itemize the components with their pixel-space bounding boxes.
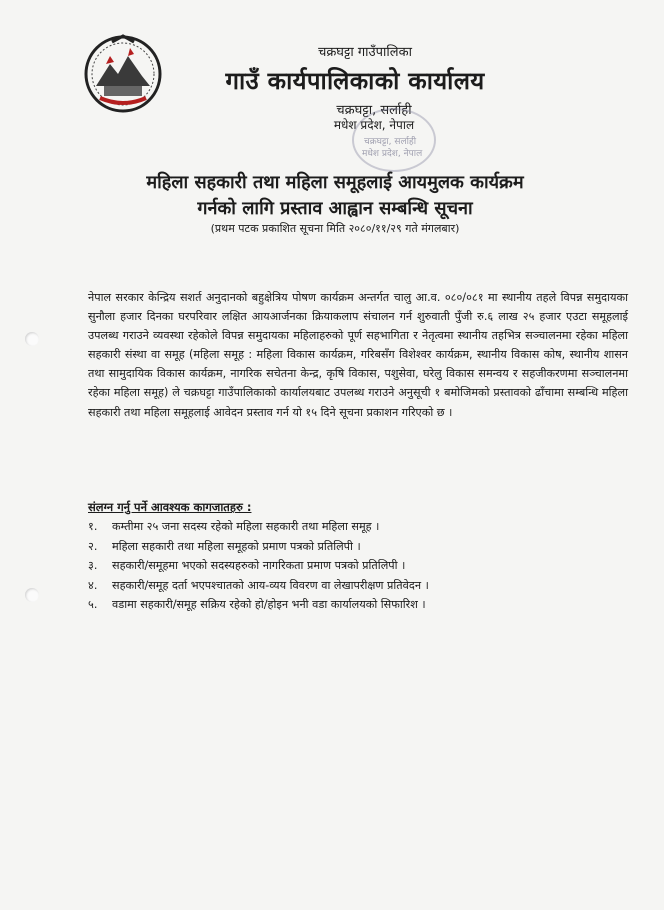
list-item-text: महिला सहकारी तथा महिला समूहको प्रमाण पत्रको प्रतिलिपी । <box>112 539 361 553</box>
list-item <box>88 539 608 559</box>
list-item-number: ५. <box>88 598 98 612</box>
office-stamp <box>352 108 436 172</box>
punch-hole-top <box>25 332 39 346</box>
list-item-text: सहकारी/समूहमा भएको सदस्यहरुको नागरिकता प्रमाण पत्रको प्रतिलिपी । <box>112 559 406 573</box>
notice-title-line1: महिला सहकारी तथा महिला समूहलाई आयमुलक कार्यक्रम <box>146 172 524 193</box>
notice-body-paragraph: नेपाल सरकार केन्द्रिय सशर्त अनुदानको बहुक्षेत्रिय पोषण कार्यक्रम अन्तर्गत चालु आ.व. ०८०/०८१ मा स्थानीय तहले विपन्न समुदायका सुनौला हजार दिनका घरपरिवार लक्षित आयआर्जनका क्रियाकलाप संचालन गर्न शुरुवाती पुँजी रु.६ लाख २५ हजार एउटा समूहलाई उपलब्ध गराउने व्यवस्था रहेकोले विपन्न समुदायका महिलाहरुको पूर्ण सहभागिता र नेतृत्वमा स्थानीय तहभित्र सञ्चालनमा रहेका महिला सहकारी संस्था वा समूह (महिला समूह : महिला विकास कार्यक्रम, गरिबसँग विशेश्वर कार्यक्रम, स्थानीय विकास कोष, स्थानीय शासन तथा सामुदायिक विकास कार्यक्रम, नागरिक सचेतना केन्द्र, कृषि विकास, पशुसेवा, घरेलु विकास समन्वय र सहजीकरणमा सञ्चालनमा रहेका महिला समूह) ले चक्रघट्टा गाउँपालिकाको कार्यालयबाट उपलब्ध गराउने अनुसूची १ बमोजिमको प्रस्तावको ढाँचामा सम्बन्धि महिला सहकारी तथा महिला समूहलाई आवेदन प्रस्ताव गर्न यो १५ दिने सूचना प्रकाशन गरिएको छ । <box>88 291 628 419</box>
stamp-text-line2: मधेश प्रदेश, नेपाल <box>362 149 423 159</box>
list-item-number: ३. <box>88 559 98 573</box>
list-item-number: ४. <box>88 578 98 592</box>
publication-date: (प्रथम पटक प्रकाशित सूचना मिति २०८०/११/२९ गते मंगलबार) <box>210 222 460 235</box>
list-item-number: २. <box>88 539 98 553</box>
list-item <box>88 558 608 578</box>
office-address: चक्रघट्टा, सर्लाही <box>336 103 412 118</box>
office-title: गाउँ कार्यपालिकाको कार्यालय <box>225 67 485 95</box>
stamp-text-line1: चक्रघट्टा, सर्लाही <box>364 137 417 147</box>
list-item-number: १. <box>88 520 98 533</box>
list-item-text: वडामा सहकारी/समूह सक्रिय रहेको हो/होइन भनी वडा कार्यालयको सिफारिश । <box>112 598 426 612</box>
punch-hole-bottom <box>25 588 39 602</box>
list-item <box>88 597 608 617</box>
office-province: मधेश प्रदेश, नेपाल <box>333 118 415 132</box>
nepal-government-emblem-icon <box>82 34 164 114</box>
municipality-name: चक्रघट्टा गाउँपालिका <box>318 45 412 60</box>
list-item-text: कम्तीमा २५ जना सदस्य रहेको महिला सहकारी तथा महिला समूह । <box>112 520 380 533</box>
list-item-text: सहकारी/समूह दर्ता भएपश्चातको आय-व्यय विवरण वा लेखापरीक्षण प्रतिवेदन । <box>112 578 429 592</box>
list-item <box>88 519 608 539</box>
list-item <box>88 578 608 598</box>
notice-title-line2: गर्नको लागि प्रस्ताव आह्वान सम्बन्धि सूचना <box>197 198 473 219</box>
requirements-list <box>88 519 608 617</box>
requirements-heading: संलग्न गर्नु पर्ने आवश्यक कागजातहरु : <box>88 500 252 514</box>
